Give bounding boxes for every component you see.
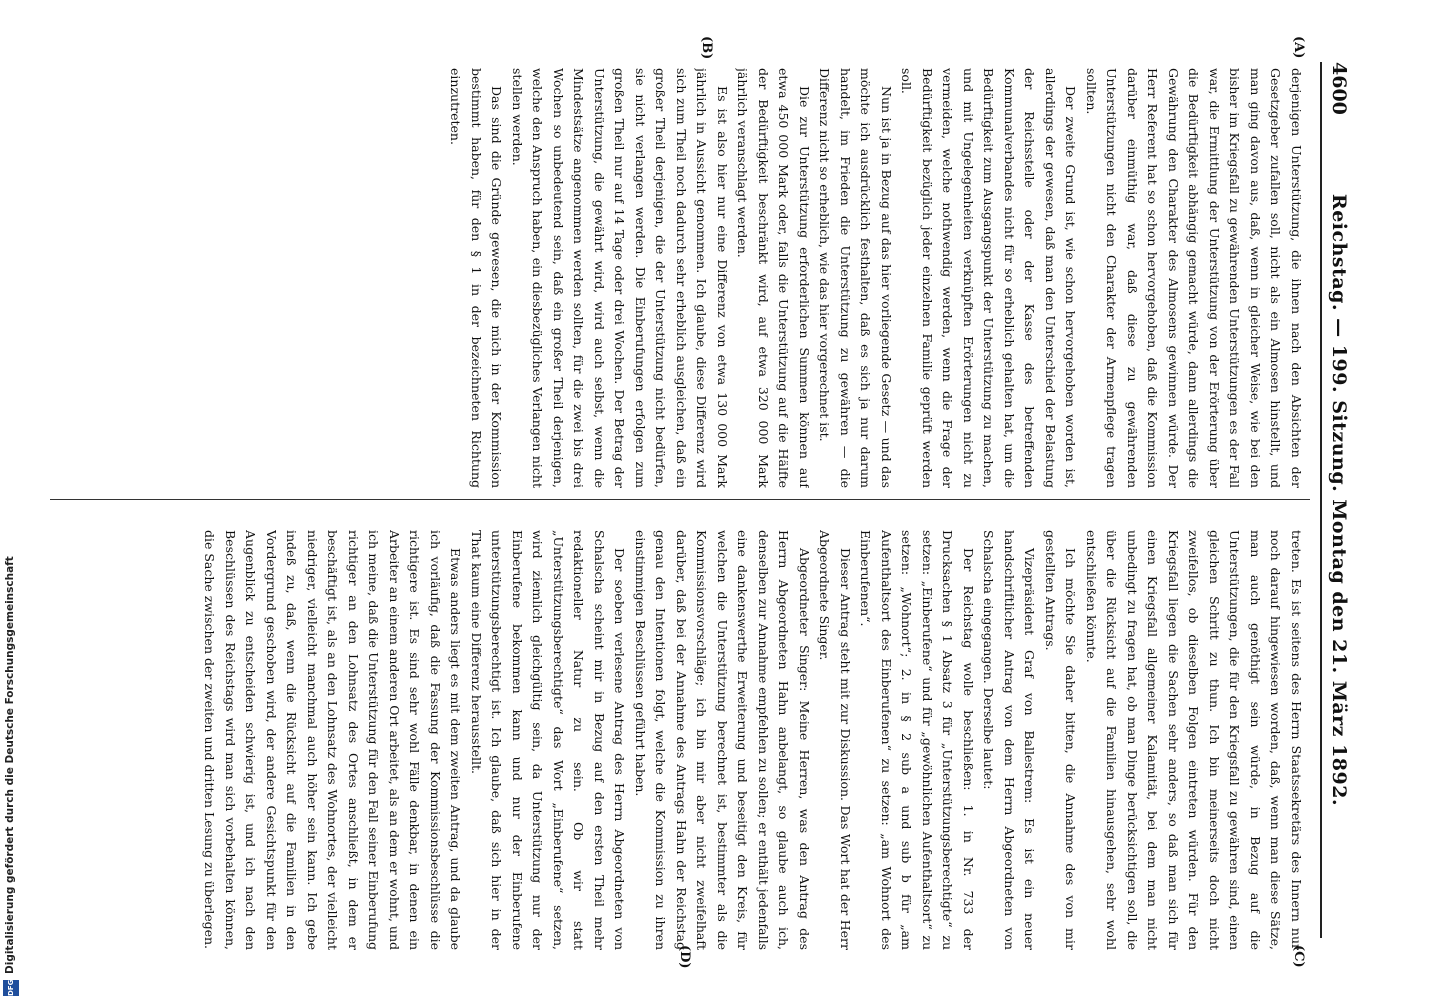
page-title: Reichstag. — 199. Sitzung. Montag den 21. März 1892.: [1328, 193, 1350, 807]
paragraph: Der soeben verlesene Antrag des Herrn Abgeordneten von Schalscha scheint mir in Bezug auf den ersten Theil mehr redaktioneller Natur zu sein. Ob wir statt „Unterstützungsberechtigte“ das Wort „Einberufene“ setzen, wird ziemlich gleichgültig sein, da Unterstützung nur der Einberufene bekommen kann und nur der Einberufene unterstützungsberechtigt ist. Ich glaube, daß sich hier in der That kaum eine Differenz herausstellt.: [469, 530, 628, 950]
margin-marker-a: (A): [1291, 36, 1306, 59]
paragraph: treten. Es ist seitens des Herrn Staatssekretärs des Innern nur noch darauf hingewiesen worden, daß, wenn man diese Sätze, man auch genöthigt sein würde, in Bezug auf die Unterstützungen, die für den Kriegsfall zu gewähren sind, einen gleichen Schritt zu thun. Ich bin meinerseits doch nicht zweifellos, ob dieselben Folgen eintreten würden. Für den Kriegsfall liegen die Sachen sehr anders, so daß man sich für einen Kriegsfall allgemeiner Kalamität, bei dem man nicht unbedingt zu fragen hat, ob man Dinge berücksichtigen soll, die über die Rücksicht auf die Familien hinausgehen, sehr wohl entschließen könnte.: [1084, 530, 1304, 950]
paragraph: Es ist also hier nur eine Differenz von etwa 130 000 Mark jährlich in Aussicht genommen. Ich glaube, diese Differenz wird sich zum Theil noch dadurch sehr erheblich ausgleichen, daß ein großer Theil derjenigen, die der Unterstützung nicht bedürfen, sie nicht verlangen werden. Die Einberufungen erfolgen zum großen Theil nur auf 14 Tage oder drei Wochen. Der Betrag der Unterstützung, die gewährt wird, wird auch selbst, wenn die Mindestsätze angenommen werden sollten, für die zwei bis drei Wochen so unbedeutend sein, daß ein großer Theil derjenigen, welche den Anspruch haben, ein diesbezügliches Verlangen nicht stellen werden.: [510, 68, 730, 488]
paragraph: derjenigen Unterstützung, die ihnen nach den Absichten der Gesetzgeber zufallen soll, nicht als ein Almosen hinstellt, und man ging davon aus, daß, wenn in gleicher Weise, wie bei den bisher im Kriegsfall zu gewährenden Unterstützungen es der Fall war, die Ermittlung der Unterstützung von der Erörterung über die Bedürftigkeit abhängig gemacht würde, dann allerdings die Gewährung den Charakter des Almosens gewinnen würde. Der Herr Referent hat so schon hervorgehoben, daß die Kommission darüber einmüthig war, daß diese zu gewährenden Unterstützungen nicht den Charakter der Armenpflege tragen sollten.: [1084, 68, 1304, 488]
paragraph: Vizepräsident Graf von Ballestrem: Es ist ein neuer handschriftlicher Antrag von dem Herrn Abgeordneten von Schalscha eingegangen. Derselbe lautet:: [981, 530, 1038, 950]
paragraph: Das sind die Gründe gewesen, die mich in der Kommission bestimmt haben, für den § 1 in der bezeichneten Richtung einzutreten.: [448, 68, 505, 488]
paragraph: Nun ist ja in Bezug auf das hier vorliegende Gesetz — und das möchte ich ausdrücklich festhalten, daß es sich ja nur darum handelt, im Frieden die Unterstützung zu gewähren — die Differenz nicht so erheblich, wie das hier vorgerechnet ist.: [817, 68, 894, 488]
margin-marker-c: (C): [1291, 945, 1306, 968]
page-number: 4600: [1328, 62, 1350, 115]
margin-marker-b: (B): [699, 36, 714, 60]
margin-marker-d: (D): [677, 945, 692, 969]
dfg-logo: DFG: [3, 980, 19, 996]
paragraph: Die zur Unterstützung erforderlichen Summen können auf etwa 450 000 Mark oder, falls die Unterstützung auf die Hälfte der Bedürftigkeit beschränkt wird, auf etwa 320 000 Mark jährlich veranschlagt werden.: [735, 68, 812, 488]
page-header: [1320, 62, 1354, 938]
footer-credit: [0, 0, 22, 1000]
paragraph: Der zweite Grund ist, wie schon hervorgehoben worden ist, allerdings der gewesen, daß man den Unterschied der Belastung der Reichsstelle oder der Kasse des betreffenden Kommunalverbandes nicht für so erheblich gehalten hat, um die Bedürftigkeit zum Ausgangspunkt der Unterstützung zu machen, und mit Ungelegenheiten verknüpften Erörterungen nicht zu vermeiden, welche nothwendig werden, wenn die Frage der Bedürftigkeit bezüglich jeder einzelnen Familie geprüft werden soll.: [899, 68, 1079, 488]
right-text-column: [56, 530, 1306, 950]
paragraph: Abgeordneter Singer: Meine Herren, was den Antrag des Herrn Abgeordneten Hahn anbelangt, so glaube auch ich, denselben zur Annahme empfehlen zu sollen; er enthält jedenfalls eine dankenswerthe Erweiterung und beseitigt den Kreis, für welchen die Unterstützung berechnet ist, bestimmter als die Kommissionsvorschläge; ich bin mir aber nicht zweifelhaft darüber, daß bei der Annahme des Antrags Hahn der Reichstag genau den Intentionen folgt, welche die Kommission zu ihren einstimmigen Beschlüssen geführt haben.: [633, 530, 812, 950]
header-rule: [1320, 62, 1322, 938]
paragraph: Ich möchte Sie daher bitten, die Annahme des von mir gestellten Antrags.: [1043, 530, 1079, 950]
paragraph: Etwas anders liegt es mit dem zweiten Antrag, und da glaube ich vorläufig, daß die Fassung der Kommissionsbeschlüsse die richtigere ist. Es sind sehr wohl Fälle denkbar, in denen ein Arbeiter an einem anderen Ort arbeitet, als an dem er wohnt, und ich meine, daß die Unterstützung für den Fall seiner Einberufung richtiger an den Lohnsatz des Ortes anschließt, in dem er beschäftigt ist, als an den Lohnsatz des Wohnortes, der vielleicht niedriger, vielleicht manchmal auch höher sein kann. Ich gebe indeß zu, daß, wenn die Rücksicht auf die Familien in den Vordergrund geschoben wird, der andere Gesichtspunkt für den Augenblick zu entscheiden schwierig ist, und ich nach den Beschlüssen des Reichstags wird man sich vorbehalten können, die Sache zwischen der zweiten und dritten Lesung zu überlegen.: [202, 530, 464, 950]
paragraph: Der Reichstag wolle beschließen: 1. in Nr. 733 der Drucksachen § 1 Absatz 3 für „Unterstützungsberechtigte“ zu setzen: „Einberufene“ und für „gewöhnlichen Aufenthaltsort“ zu setzen: „Wohnort“; 2. in § 2 sub a und sub b für „am Aufenthaltsort des Einberufenen“ zu setzen: „am Wohnort des Einberufenen“.: [858, 530, 976, 950]
column-divider: [50, 499, 1310, 500]
left-text-column: [56, 68, 1306, 488]
credit-text: Digitalisierung gefördert durch die Deutsche Forschungsgemeinschaft: [4, 556, 16, 974]
paragraph: Dieser Antrag steht mit zur Diskussion. Das Wort hat der Herr Abgeordnete Singer.: [817, 530, 853, 950]
